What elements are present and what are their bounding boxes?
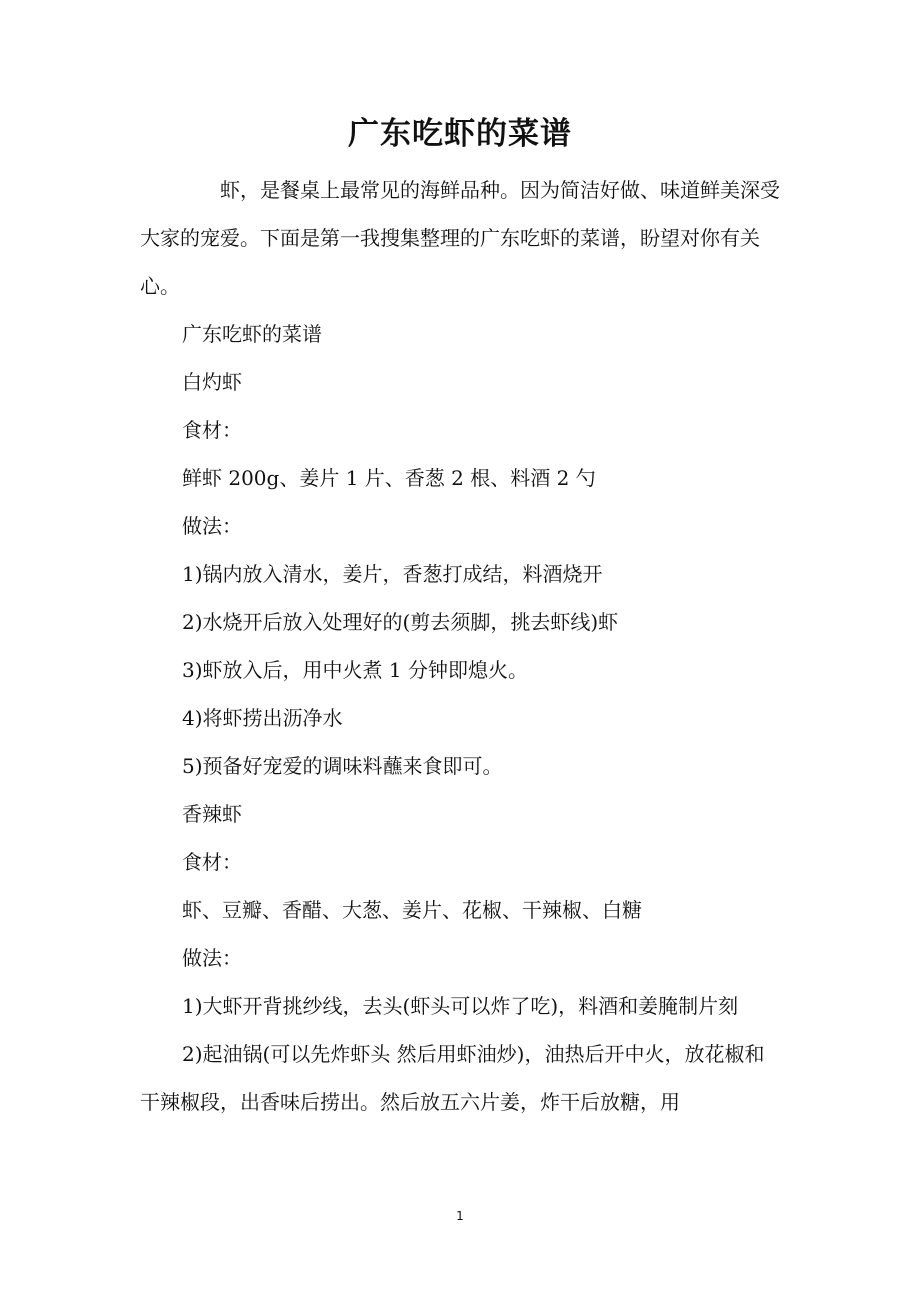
ingredients-list: 虾、豆瓣、香醋、大葱、姜片、花椒、干辣椒、白糖 (182, 898, 642, 922)
method-step: 1)大虾开背挑纱线，去头(虾头可以炸了吃)，料酒和姜腌制片刻 (182, 994, 739, 1018)
method-step: 2)水烧开后放入处理好的(剪去须脚，挑去虾线)虾 (182, 610, 619, 634)
method-label: 做法： (182, 946, 242, 970)
ingredients-label: 食材： (182, 850, 242, 874)
ingredients-label: 食材： (182, 418, 242, 442)
page-title: 广东吃虾的菜谱 (348, 116, 572, 152)
page-number: 1 (456, 1209, 464, 1223)
recipe-content (140, 166, 782, 1126)
method-label: 做法： (182, 514, 242, 538)
method-step: 5)预备好宠爱的调味料蘸来食即可。 (182, 754, 503, 778)
method-step: 4)将虾捞出沥净水 (182, 706, 343, 730)
intro-paragraph: 虾，是餐桌上最常见的海鲜品种。因为简洁好做、味道鲜美深受大家的宠爱。下面是第一我搜集整理的广东吃虾的菜谱，盼望对你有关心。 (140, 178, 780, 298)
recipe-name-spicy-shrimp: 香辣虾 (182, 802, 242, 826)
ingredients-list: 鲜虾 200g、姜片 1 片、香葱 2 根、料酒 2 勺 (182, 466, 596, 490)
method-step: 3)虾放入后，用中火煮 1 分钟即熄火。 (182, 658, 528, 682)
method-step: 1)锅内放入清水，姜片，香葱打成结，料酒烧开 (182, 562, 603, 586)
section-heading: 广东吃虾的菜谱 (182, 322, 322, 346)
recipe-name-boiled-shrimp: 白灼虾 (182, 370, 242, 394)
method-step: 2)起油锅(可以先炸虾头 然后用虾油炒)，油热后开中火，放花椒和干辣椒段，出香味后捞出。然后放五六片姜，炸干后放糖，用 (140, 1042, 765, 1114)
